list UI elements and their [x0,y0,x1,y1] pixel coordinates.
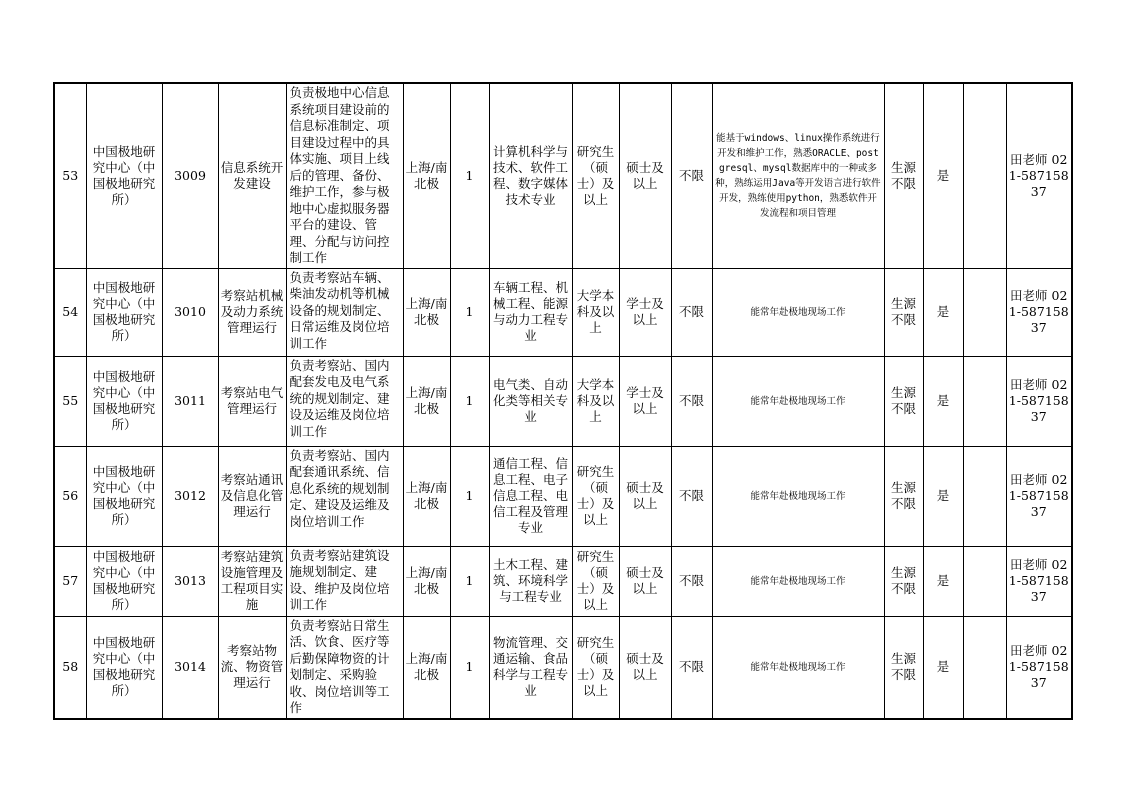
blank-cell [963,356,1006,446]
row-number: 58 [54,616,86,719]
blank-cell [963,268,1006,356]
contact-info: 田老师 021-58715837 [1006,446,1072,546]
work-location: 上海/南北极 [403,446,450,546]
job-duty: 负责极地中心信息系统项目建设前的信息标准制定、项目建设过程中的具体实施、项目上线后的管理、备份、维护工作，参与极地中心虚拟服务器平台的建设、管理、分配与访问控制工作 [286,83,403,268]
degree-requirement: 硕士及以上 [619,616,671,719]
table-row [54,356,1072,446]
work-location: 上海/南北极 [403,268,450,356]
contact-info: 田老师 021-58715837 [1006,616,1072,719]
education-requirement: 大学本科及以上 [572,268,619,356]
hiring-count: 1 [450,546,489,616]
degree-requirement: 硕士及以上 [619,83,671,268]
education-requirement: 大学本科及以上 [572,356,619,446]
table-row [54,616,1072,719]
political-requirement: 不限 [671,268,712,356]
work-location: 上海/南北极 [403,616,450,719]
major-requirement: 电气类、自动化类等相关专业 [489,356,572,446]
candidate-source: 生源不限 [884,546,923,616]
job-duty: 负责考察站、国内配套通讯系统、信息化系统的规划制定、建设及运维及岗位培训工作 [286,446,403,546]
position-code: 3012 [162,446,218,546]
education-requirement: 研究生（硕士）及以上 [572,546,619,616]
job-duty: 负责考察站、国内配套发电及电气系统的规划制定、建设及运维及岗位培训工作 [286,356,403,446]
education-requirement: 研究生（硕士）及以上 [572,446,619,546]
employer-name: 中国极地研究中心（中国极地研究所） [86,446,162,546]
contact-info: 田老师 021-58715837 [1006,83,1072,268]
blank-cell [963,546,1006,616]
other-requirement: 能常年赴极地现场工作 [712,546,884,616]
degree-requirement: 学士及以上 [619,268,671,356]
position-code: 3009 [162,83,218,268]
degree-requirement: 硕士及以上 [619,446,671,546]
contact-info: 田老师 021-58715837 [1006,546,1072,616]
work-location: 上海/南北极 [403,83,450,268]
education-requirement: 研究生（硕士）及以上 [572,616,619,719]
work-location: 上海/南北极 [403,356,450,446]
employer-name: 中国极地研究中心（中国极地研究所） [86,356,162,446]
table-row [54,446,1072,546]
employer-name: 中国极地研究中心（中国极地研究所） [86,546,162,616]
candidate-source: 生源不限 [884,83,923,268]
employer-name: 中国极地研究中心（中国极地研究所） [86,268,162,356]
position-name: 考察站建筑设施管理及工程项目实施 [218,546,286,616]
position-name: 考察站通讯及信息化管理运行 [218,446,286,546]
work-location: 上海/南北极 [403,546,450,616]
job-duty: 负责考察站日常生活、饮食、医疗等后勤保障物资的计划制定、采购验收、岗位培训等工作 [286,616,403,719]
position-name: 考察站机械及动力系统管理运行 [218,268,286,356]
candidate-source: 生源不限 [884,446,923,546]
employer-name: 中国极地研究中心（中国极地研究所） [86,616,162,719]
major-requirement: 土木工程、建筑、环境科学与工程专业 [489,546,572,616]
other-requirement: 能常年赴极地现场工作 [712,356,884,446]
position-code: 3014 [162,616,218,719]
position-name: 信息系统开发建设 [218,83,286,268]
recruitment-table [53,82,1073,720]
blank-cell [963,83,1006,268]
education-requirement: 研究生（硕士）及以上 [572,83,619,268]
table-row [54,83,1072,268]
major-requirement: 通信工程、信息工程、电子信息工程、电信工程及管理专业 [489,446,572,546]
political-requirement: 不限 [671,546,712,616]
political-requirement: 不限 [671,83,712,268]
hiring-count: 1 [450,446,489,546]
candidate-source: 生源不限 [884,268,923,356]
hiring-count: 1 [450,356,489,446]
flag-value: 是 [923,546,963,616]
table-row [54,546,1072,616]
position-code: 3010 [162,268,218,356]
flag-value: 是 [923,268,963,356]
major-requirement: 车辆工程、机械工程、能源与动力工程专业 [489,268,572,356]
political-requirement: 不限 [671,616,712,719]
blank-cell [963,616,1006,719]
row-number: 57 [54,546,86,616]
row-number: 56 [54,446,86,546]
position-code: 3011 [162,356,218,446]
flag-value: 是 [923,446,963,546]
row-number: 53 [54,83,86,268]
job-duty: 负责考察站建筑设施规划制定、建设、维护及岗位培训工作 [286,546,403,616]
major-requirement: 物流管理、交通运输、食品科学与工程专业 [489,616,572,719]
job-duty: 负责考察站车辆、柴油发动机等机械设备的规划制定、日常运维及岗位培训工作 [286,268,403,356]
employer-name: 中国极地研究中心（中国极地研究所） [86,83,162,268]
other-requirement: 能常年赴极地现场工作 [712,268,884,356]
position-code: 3013 [162,546,218,616]
position-name: 考察站电气管理运行 [218,356,286,446]
other-requirement: 能常年赴极地现场工作 [712,446,884,546]
candidate-source: 生源不限 [884,616,923,719]
candidate-source: 生源不限 [884,356,923,446]
contact-info: 田老师 021-58715837 [1006,356,1072,446]
position-name: 考察站物流、物资管理运行 [218,616,286,719]
other-requirement: 能常年赴极地现场工作 [712,616,884,719]
row-number: 54 [54,268,86,356]
major-requirement: 计算机科学与技术、软件工程、数字媒体技术专业 [489,83,572,268]
degree-requirement: 硕士及以上 [619,546,671,616]
hiring-count: 1 [450,268,489,356]
row-number: 55 [54,356,86,446]
contact-info: 田老师 021-58715837 [1006,268,1072,356]
flag-value: 是 [923,616,963,719]
flag-value: 是 [923,356,963,446]
hiring-count: 1 [450,616,489,719]
political-requirement: 不限 [671,356,712,446]
blank-cell [963,446,1006,546]
degree-requirement: 学士及以上 [619,356,671,446]
political-requirement: 不限 [671,446,712,546]
flag-value: 是 [923,83,963,268]
other-requirement: 能基于windows、linux操作系统进行开发和维护工作，熟悉ORACLE、postgresql、mysql数据库中的一种或多种，熟练运用Java等开发语言进行软件开发，熟练使用python，熟悉软件开发流程和项目管理 [712,83,884,268]
table-row [54,268,1072,356]
hiring-count: 1 [450,83,489,268]
